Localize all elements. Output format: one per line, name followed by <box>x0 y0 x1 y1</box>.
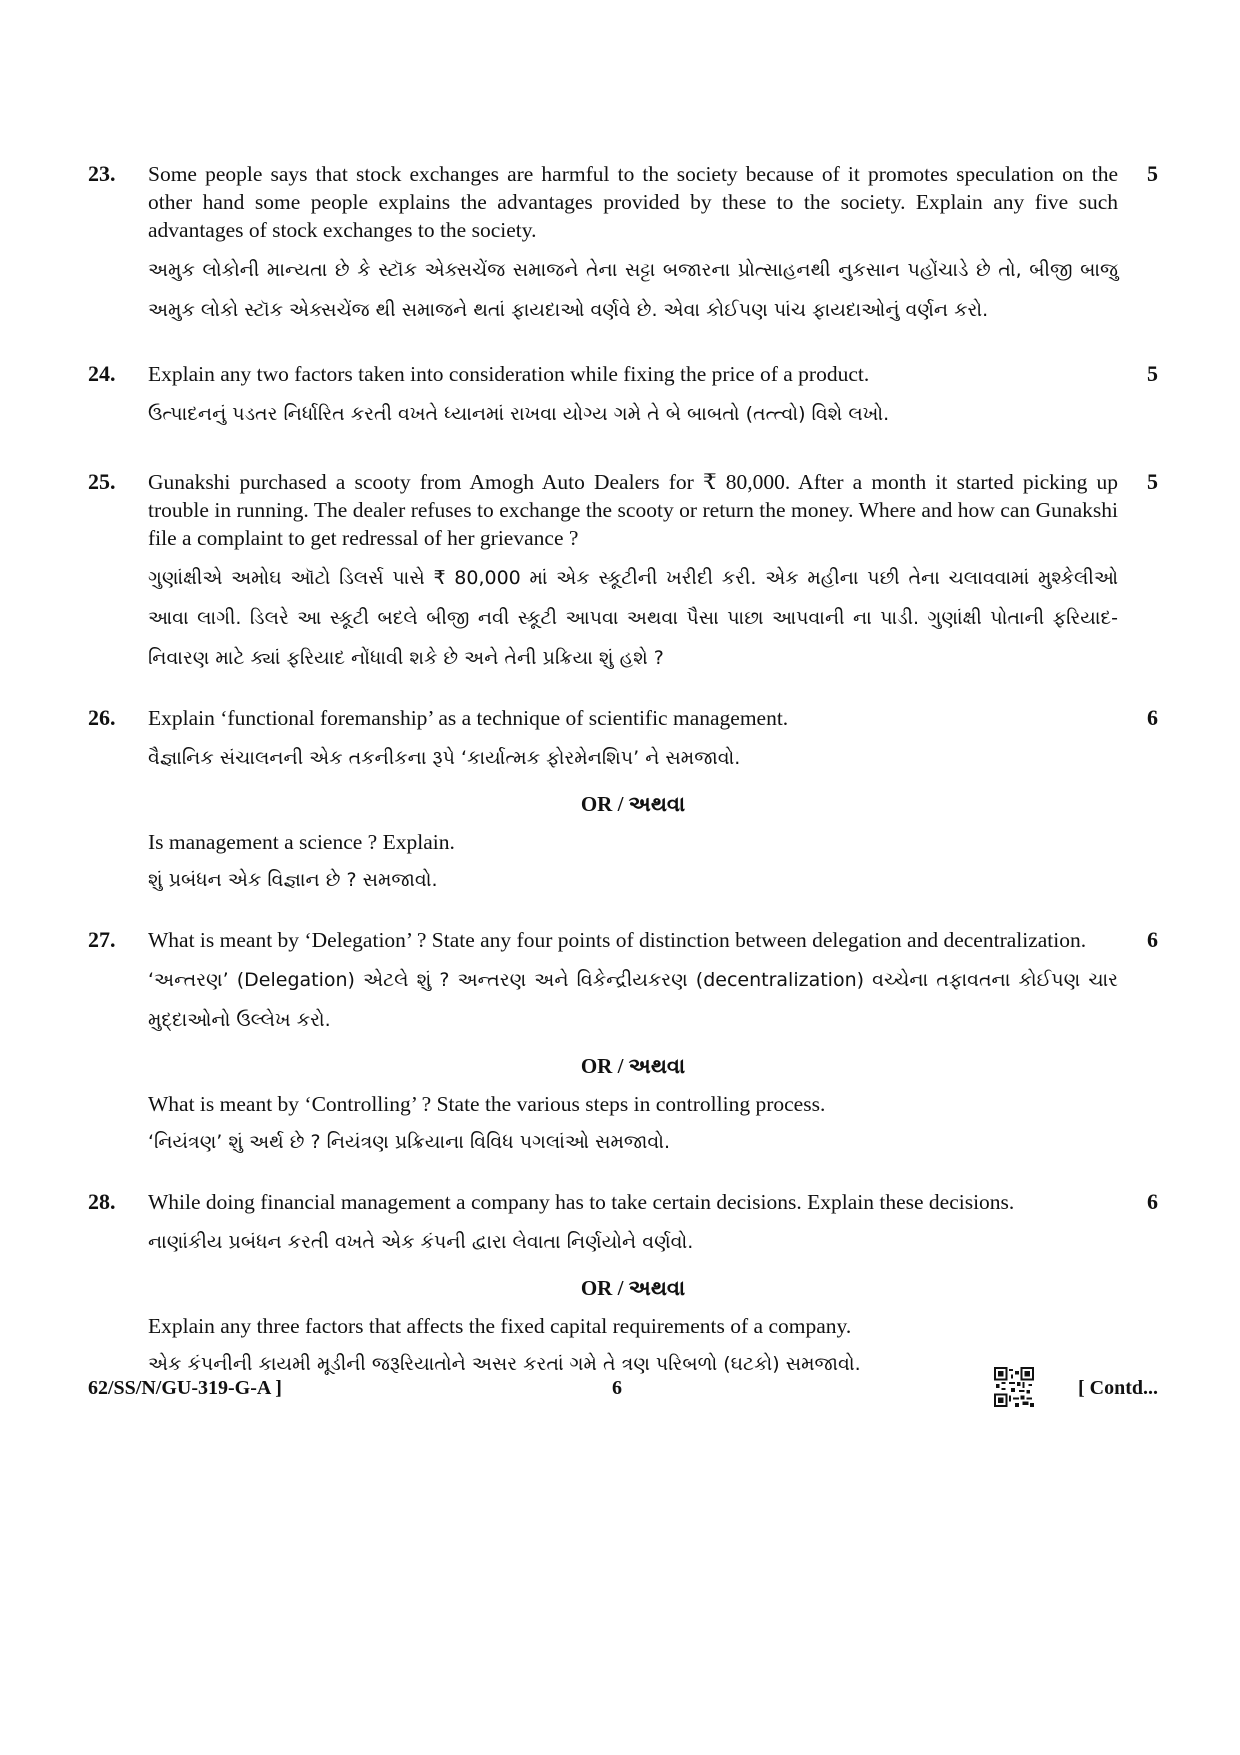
question-text-gujarati: ઉત્પાદનનું પડતર નિર્ધારિત કરતી વખતે ધ્યાનમાં રાખવા યોગ્ય ગમે તે બે બાબતો (તત્ત્વો) વિશે લખો. <box>148 403 890 425</box>
question-number: 24. <box>88 361 116 386</box>
question-number: 23. <box>88 161 116 186</box>
question-text-gujarati: અમુક લોકોની માન્યતા છે કે સ્ટૉક એક્સચેંજ સમાજને તેના સટ્ટા બજારના પ્રોત્સાહનથી નુકસાન પહોંચાડે છે તો, બીજી બાજુ અમુક લોકો સ્ટૉક એક્સચેંજ થી સમાજને થતાં ફાયદાઓ વર્ણવે છે. એવા કોઈપણ પાંચ ફાયદાઓનું વર્ણન કરો. <box>148 259 1118 321</box>
question-text-gujarati: નાણાંકીય પ્રબંધન કરતી વખતે એક કંપની દ્વારા લેવાતા નિર્ણયોને વર્ણવો. <box>148 1231 694 1253</box>
question-number: 27. <box>88 927 116 952</box>
question-24 <box>88 360 1158 434</box>
question-text-english: While doing financial management a company has to take certain decisions. Explain these decisions. <box>148 1190 1015 1214</box>
question-28 <box>88 1188 1158 1384</box>
question-body <box>148 704 1118 900</box>
question-number: 28. <box>88 1189 116 1214</box>
question-23 <box>88 160 1158 330</box>
alternative-question-english: What is meant by ‘Controlling’ ? State the various steps in controlling process. <box>148 1092 826 1116</box>
question-marks: 6 <box>1147 705 1158 730</box>
question-body <box>148 360 1118 434</box>
question-text-english: What is meant by ‘Delegation’ ? State any four points of distinction between delegation and decentralization. <box>148 928 1087 952</box>
alternative-question-english: Is management a science ? Explain. <box>148 830 455 854</box>
question-25 <box>88 468 1158 678</box>
alternative-question-english: Explain any three factors that affects the fixed capital requirements of a company. <box>148 1314 852 1338</box>
alternative-question-gujarati: ‘નિયંત્રણ’ શું અર્થ છે ? નિયંત્રણ પ્રક્રિયાના વિવિધ પગલાંઓ સમજાવો. <box>148 1131 671 1153</box>
question-marks: 6 <box>1147 1189 1158 1214</box>
question-body <box>148 1188 1118 1384</box>
alternative-question-gujarati: એક કંપનીની કાયમી મૂડીની જરૂરિયાતોને અસર કરતાં ગમે તે ત્રણ પરિબળો (ઘટકો) સમજાવો. <box>148 1353 861 1375</box>
question-number: 26. <box>88 705 116 730</box>
qr-code-icon <box>994 1367 1034 1407</box>
question-body <box>148 160 1118 330</box>
question-marks: 5 <box>1147 161 1158 186</box>
question-body <box>148 468 1118 678</box>
or-separator: OR / અથવા <box>580 1054 686 1078</box>
page-number: 6 <box>612 1377 622 1399</box>
question-marks: 6 <box>1147 927 1158 952</box>
question-text-english: Explain ‘functional foremanship’ as a technique of scientific management. <box>148 706 789 730</box>
alternative-question-gujarati: શું પ્રબંધન એક વિજ્ઞાન છે ? સમજાવો. <box>148 869 438 891</box>
question-marks: 5 <box>1147 469 1158 494</box>
question-text-english: Some people says that stock exchanges are harmful to the society because of it promotes speculation on the other hand some people explains the advantages provided by these to the society. Explain any five such advantages of stock exchanges to the society. <box>148 162 1118 242</box>
page-footer <box>88 1367 1158 1417</box>
question-text-gujarati: ગુણાંક્ષીએ અમોઘ ઑટો ડિલર્સ પાસે ₹ 80,000 માં એક સ્કૂટીની ખરીદી કરી. એક મહીના પછી તેના ચલાવવામાં મુશ્કેલીઓ આવા લાગી. ડિલરે આ સ્કૂટી બદલે બીજી નવી સ્કૂટી આપવા અથવા પૈસા પાછા આપવાની ના પાડી. ગુણાંક્ષી પોતાની ફરિયાદ-નિવારણ માટે ક્યાં ફરિયાદ નોંધાવી શકે છે અને તેની પ્રક્રિયા શું હશે ? <box>148 567 1118 669</box>
paper-code: 62/SS/N/GU-319-G-A ] <box>88 1377 282 1399</box>
question-paper-page <box>88 160 1158 1384</box>
question-text-gujarati: વૈજ્ઞાનિક સંચાલનની એક તકનીકના રૂપે ‘કાર્યાત્મક ફોરમેનશિપ’ ને સમજાવો. <box>148 747 741 769</box>
or-separator: OR / અથવા <box>580 1276 686 1300</box>
question-26 <box>88 704 1158 900</box>
question-text-gujarati: ‘અન્તરણ’ (Delegation) એટલે શું ? અન્તરણ અને વિકેન્દ્રીયકરણ (decentralization) વચ્ચેના તફાવતના કોઈપણ ચાર મુદ્દાઓનો ઉલ્લેખ કરો. <box>148 969 1118 1031</box>
question-body <box>148 926 1118 1162</box>
question-27 <box>88 926 1158 1162</box>
question-text-english: Gunakshi purchased a scooty from Amogh Auto Dealers for ₹ 80,000. After a month it started picking up trouble in running. The dealer refuses to exchange the scooty or return the money. Where and how can Gunakshi file a complaint to get redressal of her grievance ? <box>148 470 1118 550</box>
question-marks: 5 <box>1147 361 1158 386</box>
question-number: 25. <box>88 469 116 494</box>
or-separator: OR / અથવા <box>580 792 686 816</box>
question-text-english: Explain any two factors taken into consideration while fixing the price of a product. <box>148 362 870 386</box>
continued-label: [ Contd... <box>1077 1377 1158 1399</box>
